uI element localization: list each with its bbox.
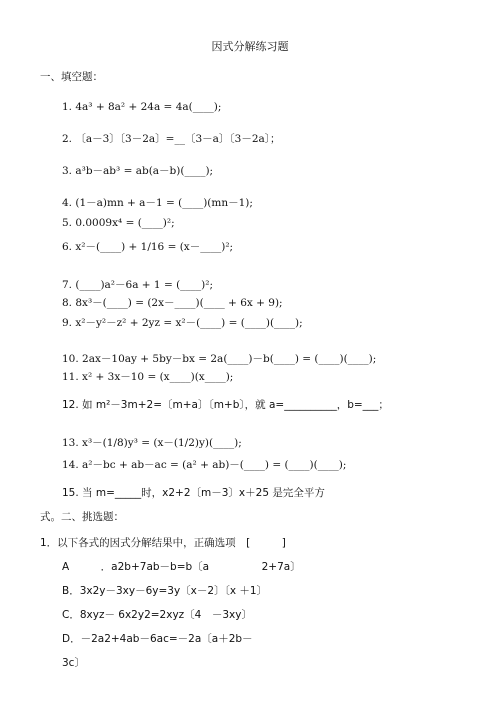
section-heading-fill-in: 一、填空题：: [40, 71, 103, 83]
question-4: 4. (1－a)mn + a－1 = (____)(mn－1);: [62, 197, 253, 209]
section-heading-choice: 式。二、挑选题：: [40, 511, 124, 523]
page-title: 因式分解练习题: [211, 40, 289, 53]
question-7: 7. (____)a²－6a + 1 = (____)²;: [62, 279, 214, 291]
question-12: 12. 如 m²－3m+2=〔m+a〕〔m+b〕，就 a=__________，b=___；: [62, 399, 389, 411]
question-11: 11. x² + 3x－10 = (x____)(x____);: [62, 371, 234, 383]
question-2: 2. 〔a－3〕〔3－2a〕=__〔3－a〕〔3－2a〕；: [62, 133, 281, 145]
question-10: 10. 2ax－10ay + 5by－bx = 2a(____)－b(____) = (____)(____);: [62, 353, 377, 365]
option-b: B．3x2y－3xy－6y=3y〔x－2〕〔x ＋1〕: [62, 585, 268, 597]
option-d-continued: 3c〕: [62, 657, 85, 669]
question-6: 6. x²－(____) + 1/16 = (x－____)²;: [62, 241, 234, 253]
question-5: 5. 0.0009x⁴ = (____)²;: [62, 217, 175, 229]
option-d: D．－2a2+4ab－6ac=－2a〔a＋2b－: [62, 633, 253, 645]
question-15: 15. 当 m=_____时，x2+2〔m－3〕x＋25 是完全平方: [62, 487, 325, 499]
option-a: A ．a2b+7ab－b=b〔a 2+7a〕: [62, 561, 301, 573]
question-14: 14. a²－bc + ab－ac = (a² + ab)－(____) = (____)(____);: [62, 459, 347, 471]
question-13: 13. x³－(1/8)y³ = (x－(1/2)y)(____);: [62, 437, 242, 449]
question-1: 1. 4a³ + 8a² + 24a = 4a(____);: [62, 101, 222, 113]
option-c: C．8xyz－ 6x2y2=2xyz〔4 －3xy〕: [62, 609, 252, 621]
question-8: 8. 8x³－(____) = (2x－____)(____ + 6x + 9);: [62, 297, 283, 309]
question-9: 9. x²－y²－z² + 2yz = x²－(____) = (____)(____);: [62, 317, 303, 329]
question-3: 3. a³b－ab³ = ab(a－b)(____);: [62, 165, 214, 177]
choice-question-1: 1．以下各式的因式分解结果中，正确选项 [ ]: [40, 537, 286, 549]
